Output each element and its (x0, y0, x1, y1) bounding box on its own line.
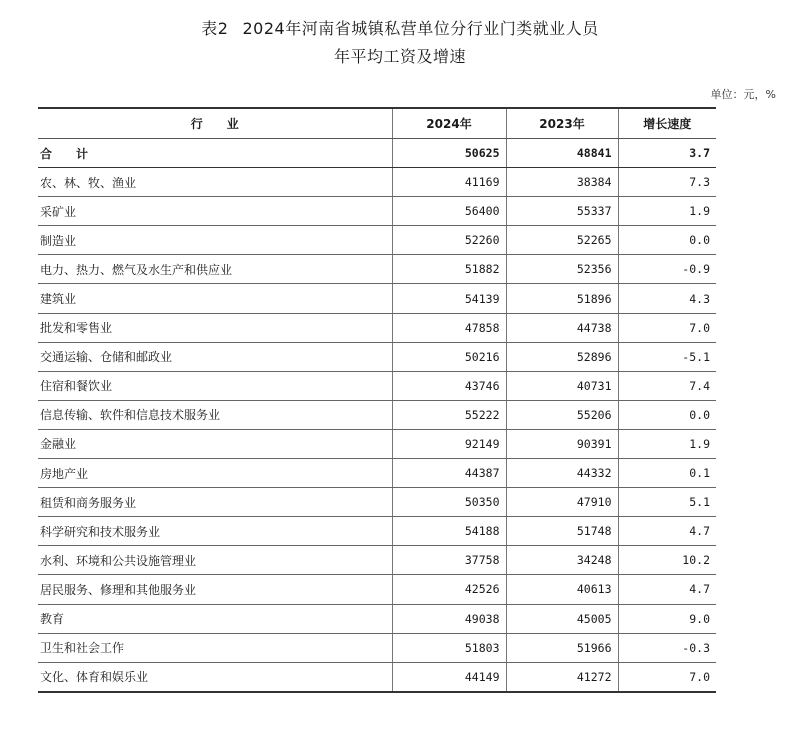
industry-cell: 采矿业 (38, 197, 392, 226)
value-2023-cell: 52896 (506, 342, 618, 371)
value-2023-cell: 55337 (506, 197, 618, 226)
value-2024-cell: 41169 (392, 168, 506, 197)
value-2024-cell: 42526 (392, 575, 506, 604)
value-2024-cell: 47858 (392, 313, 506, 342)
value-2024-cell: 37758 (392, 546, 506, 575)
value-2023-cell: 51896 (506, 284, 618, 313)
industry-cell: 建筑业 (38, 284, 392, 313)
table-row (38, 371, 716, 400)
value-2023-cell: 52356 (506, 255, 618, 284)
table-row (38, 429, 716, 458)
value-2024-cell: 51803 (392, 633, 506, 662)
industry-cell: 卫生和社会工作 (38, 633, 392, 662)
unit-label: 单位：元，% (710, 88, 776, 101)
value-2023-cell: 51748 (506, 517, 618, 546)
value-2024-cell: 44149 (392, 662, 506, 692)
industry-cell: 房地产业 (38, 459, 392, 488)
value-2023-cell: 41272 (506, 662, 618, 692)
growth-cell: 0.0 (618, 226, 716, 255)
value-2024-cell: 50216 (392, 342, 506, 371)
growth-cell: 1.9 (618, 197, 716, 226)
value-2023-cell: 34248 (506, 546, 618, 575)
value-2024-cell: 56400 (392, 197, 506, 226)
industry-cell: 交通运输、仓储和邮政业 (38, 342, 392, 371)
table-title-line2: 年平均工资及增速 (333, 47, 466, 66)
industry-cell: 租赁和商务服务业 (38, 488, 392, 517)
total-row (38, 139, 716, 168)
value-2023-cell: 45005 (506, 604, 618, 633)
table-row (38, 459, 716, 488)
value-2023-cell: 44332 (506, 459, 618, 488)
header-row (38, 108, 716, 139)
growth-cell: 7.0 (618, 313, 716, 342)
value-2024-cell: 50350 (392, 488, 506, 517)
value-2024-cell: 43746 (392, 371, 506, 400)
table-row (38, 604, 716, 633)
table-row (38, 168, 716, 197)
value-2023-cell: 40731 (506, 371, 618, 400)
value-2024-cell: 51882 (392, 255, 506, 284)
industry-cell: 电力、热力、燃气及水生产和供应业 (38, 255, 392, 284)
growth-cell: -5.1 (618, 342, 716, 371)
table-row (38, 255, 716, 284)
growth-cell: 7.0 (618, 662, 716, 692)
industry-cell: 信息传输、软件和信息技术服务业 (38, 400, 392, 429)
growth-cell: 4.7 (618, 575, 716, 604)
value-2024-cell: 52260 (392, 226, 506, 255)
table-number: 表2 (201, 19, 229, 38)
header-industry: 行 业 (38, 108, 392, 139)
value-2023-cell: 51966 (506, 633, 618, 662)
value-2023-cell: 52265 (506, 226, 618, 255)
table-row (38, 517, 716, 546)
growth-cell: 4.7 (618, 517, 716, 546)
growth-cell: 1.9 (618, 429, 716, 458)
industry-cell: 居民服务、修理和其他服务业 (38, 575, 392, 604)
table-row (38, 488, 716, 517)
value-2024-cell: 92149 (392, 429, 506, 458)
total-2023: 48841 (506, 139, 618, 168)
growth-cell: 7.4 (618, 371, 716, 400)
growth-cell: 4.3 (618, 284, 716, 313)
value-2023-cell: 38384 (506, 168, 618, 197)
value-2023-cell: 44738 (506, 313, 618, 342)
table-row (38, 546, 716, 575)
total-2024: 50625 (392, 139, 506, 168)
industry-cell: 农、林、牧、渔业 (38, 168, 392, 197)
value-2024-cell: 44387 (392, 459, 506, 488)
industry-cell: 文化、体育和娱乐业 (38, 662, 392, 692)
total-label: 合 计 (38, 139, 392, 168)
header-growth: 增长速度 (618, 108, 716, 139)
growth-cell: 7.3 (618, 168, 716, 197)
value-2024-cell: 54139 (392, 284, 506, 313)
wage-table (38, 107, 716, 693)
value-2024-cell: 54188 (392, 517, 506, 546)
table-row (38, 633, 716, 662)
industry-cell: 教育 (38, 604, 392, 633)
table-row (38, 575, 716, 604)
growth-cell: 9.0 (618, 604, 716, 633)
industry-cell: 批发和零售业 (38, 313, 392, 342)
value-2024-cell: 55222 (392, 400, 506, 429)
table-row (38, 313, 716, 342)
value-2023-cell: 47910 (506, 488, 618, 517)
table-row (38, 226, 716, 255)
industry-cell: 科学研究和技术服务业 (38, 517, 392, 546)
industry-cell: 制造业 (38, 226, 392, 255)
growth-cell: 5.1 (618, 488, 716, 517)
industry-cell: 金融业 (38, 429, 392, 458)
header-2024: 2024年 (392, 108, 506, 139)
value-2023-cell: 55206 (506, 400, 618, 429)
table-title-line1: 2024年河南省城镇私营单位分行业门类就业人员 (242, 19, 599, 38)
table-row (38, 662, 716, 692)
value-2024-cell: 49038 (392, 604, 506, 633)
growth-cell: 10.2 (618, 546, 716, 575)
header-2023: 2023年 (506, 108, 618, 139)
growth-cell: -0.3 (618, 633, 716, 662)
table-title (0, 16, 800, 39)
table-row (38, 284, 716, 313)
total-growth: 3.7 (618, 139, 716, 168)
industry-cell: 水利、环境和公共设施管理业 (38, 546, 392, 575)
growth-cell: -0.9 (618, 255, 716, 284)
table-row (38, 197, 716, 226)
table-row (38, 400, 716, 429)
table-row (38, 342, 716, 371)
industry-cell: 住宿和餐饮业 (38, 371, 392, 400)
value-2023-cell: 90391 (506, 429, 618, 458)
value-2023-cell: 40613 (506, 575, 618, 604)
growth-cell: 0.0 (618, 400, 716, 429)
growth-cell: 0.1 (618, 459, 716, 488)
